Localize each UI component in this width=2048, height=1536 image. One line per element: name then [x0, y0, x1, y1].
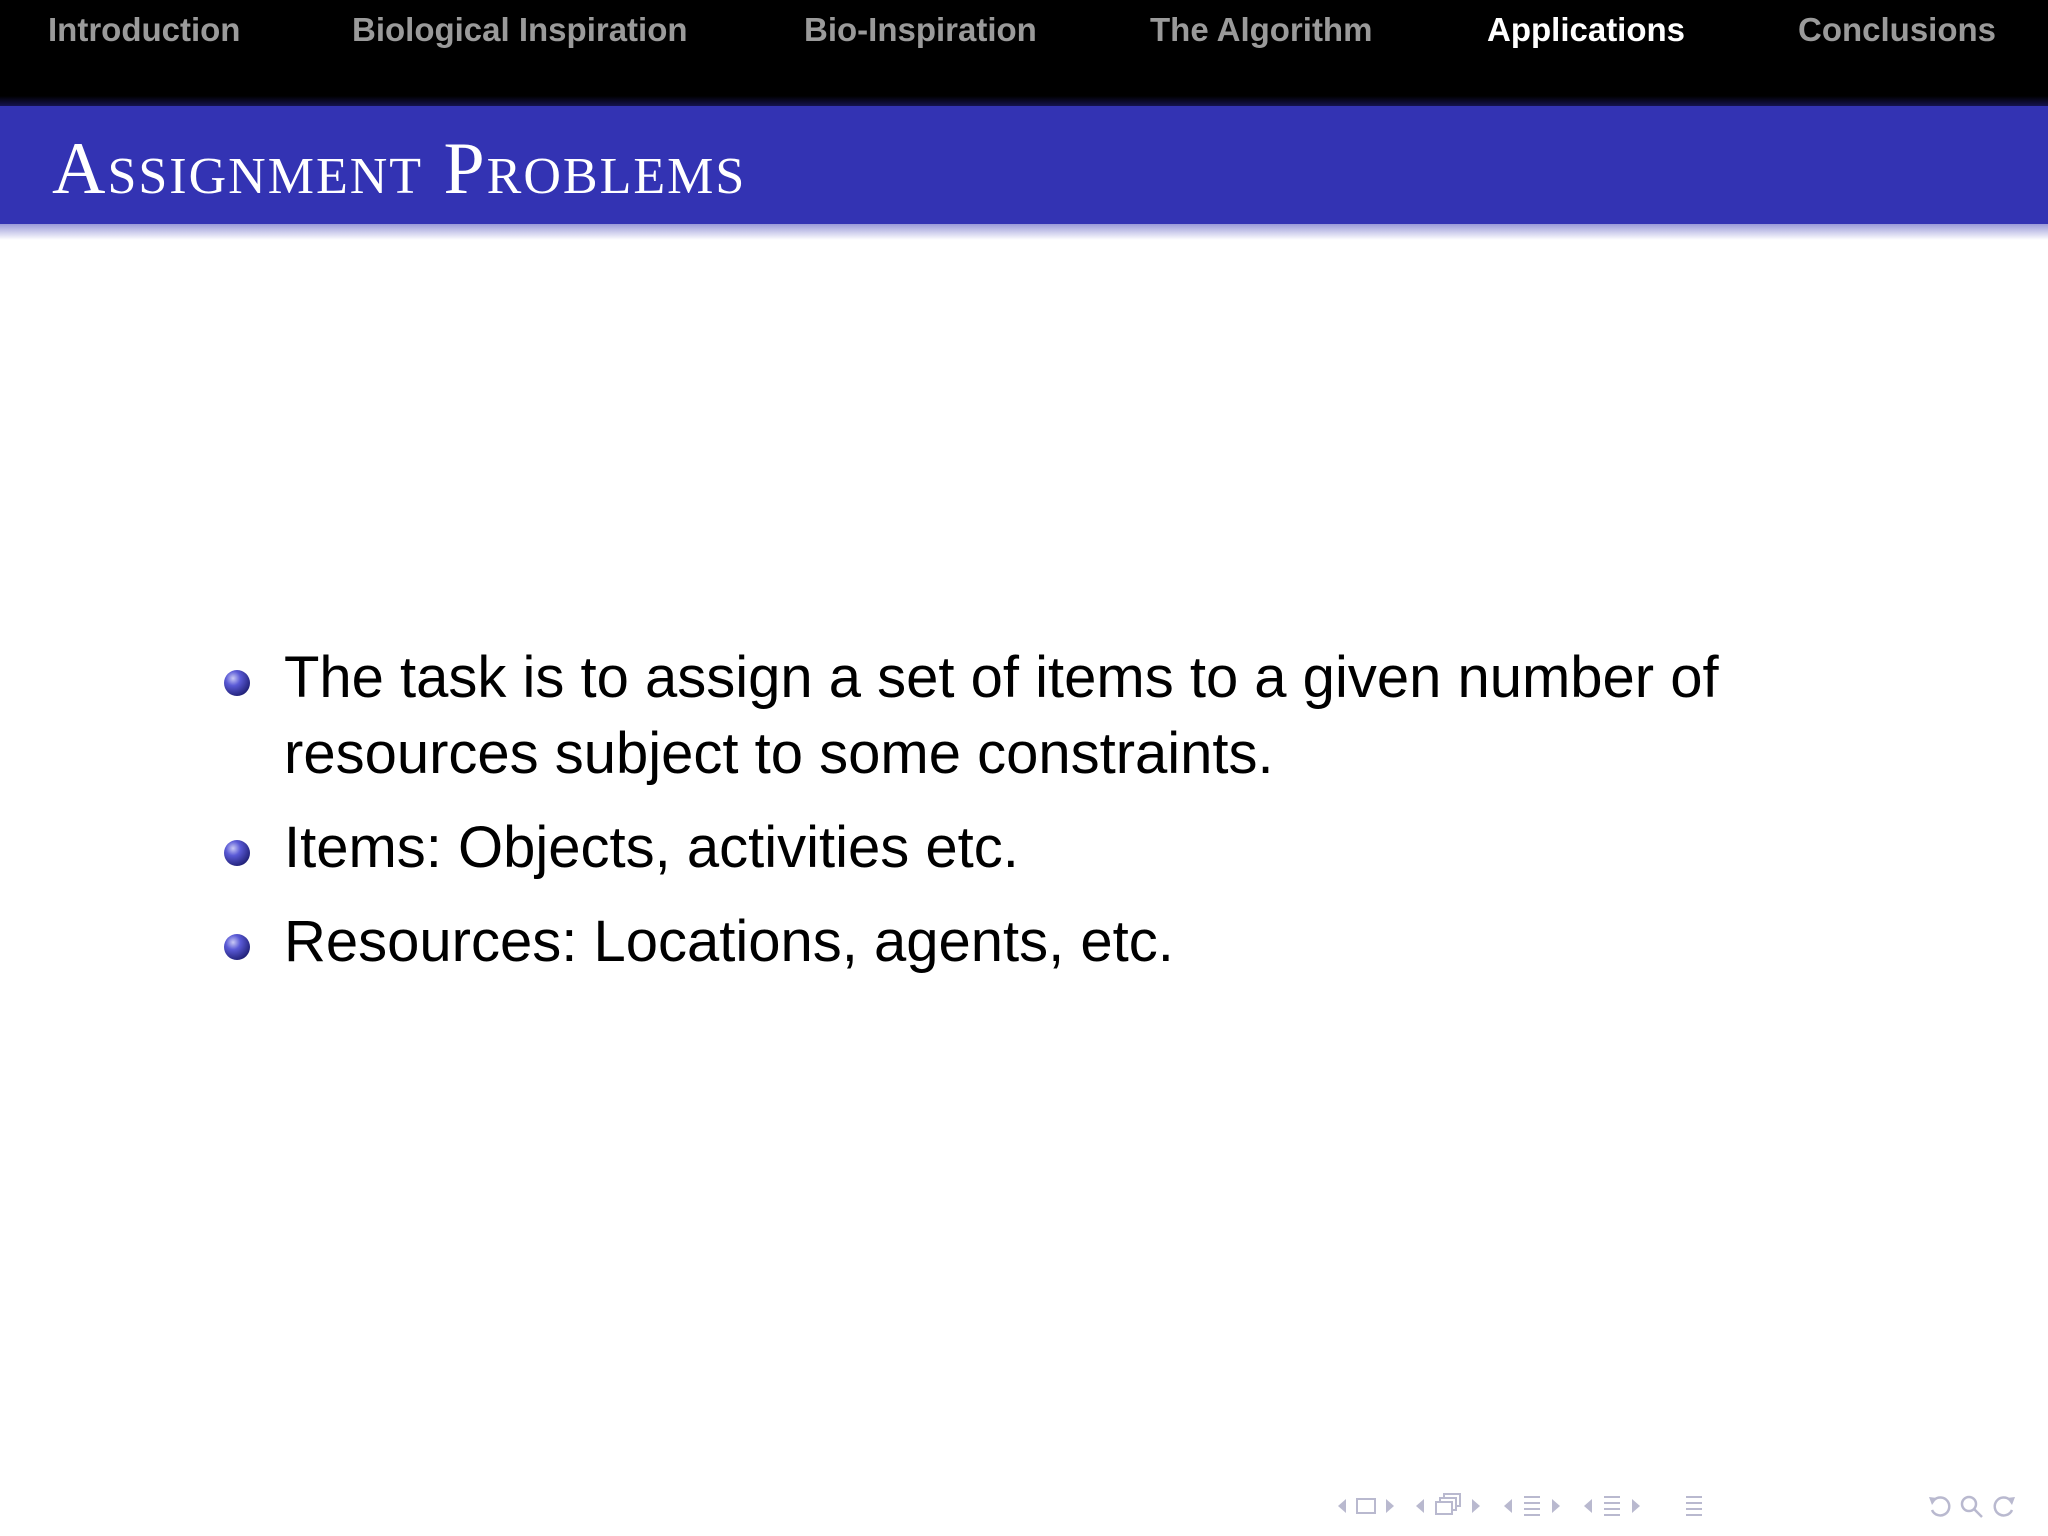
prev-subsection-arrow-icon[interactable] [1502, 1488, 1514, 1524]
nav-section-biological-inspiration[interactable]: Biological Inspiration [352, 11, 688, 48]
next-slide-arrow-icon[interactable] [1384, 1488, 1396, 1524]
navigation-symbols [1330, 1488, 2030, 1524]
forward-icon[interactable] [1990, 1488, 2018, 1524]
bullet-text: Items: Objects, activities etc. [284, 815, 1019, 880]
next-frame-arrow-icon[interactable] [1470, 1488, 1482, 1524]
bullet-list [218, 640, 1838, 998]
nav-section-applications[interactable]: Applications [1487, 11, 1686, 48]
bullet-text: The task is to assign a set of items to a given number of resources subject to some constraints. [284, 645, 1719, 786]
prev-frame-arrow-icon[interactable] [1414, 1488, 1426, 1524]
list-item [218, 904, 1838, 980]
next-section-arrow-icon[interactable] [1630, 1488, 1642, 1524]
list-item [218, 640, 1838, 792]
search-icon[interactable] [1958, 1488, 1986, 1524]
back-icon[interactable] [1926, 1488, 1954, 1524]
bullet-ball-icon [224, 840, 250, 866]
title-bar-fade [0, 224, 2048, 240]
section-navigation-bar [0, 0, 2048, 100]
prev-section-arrow-icon[interactable] [1582, 1488, 1594, 1524]
section-icon[interactable] [1600, 1488, 1624, 1524]
subsection-icon[interactable] [1520, 1488, 1544, 1524]
prev-slide-arrow-icon[interactable] [1336, 1488, 1348, 1524]
next-subsection-arrow-icon[interactable] [1550, 1488, 1562, 1524]
bullet-ball-icon [224, 670, 250, 696]
list-item [218, 810, 1838, 886]
nav-section-bio-inspiration[interactable]: Bio-Inspiration [804, 11, 1037, 48]
bullet-ball-icon [224, 934, 250, 960]
slide-icon[interactable] [1354, 1488, 1378, 1524]
bullet-text: Resources: Locations, agents, etc. [284, 909, 1174, 974]
nav-section-the-algorithm[interactable]: The Algorithm [1150, 11, 1373, 48]
document-icon[interactable] [1682, 1488, 1706, 1524]
frame-title: Assignment Problems [52, 128, 747, 210]
nav-section-introduction[interactable]: Introduction [48, 11, 241, 48]
nav-section-conclusions[interactable]: Conclusions [1798, 11, 1997, 48]
frame-icon[interactable] [1432, 1488, 1464, 1524]
